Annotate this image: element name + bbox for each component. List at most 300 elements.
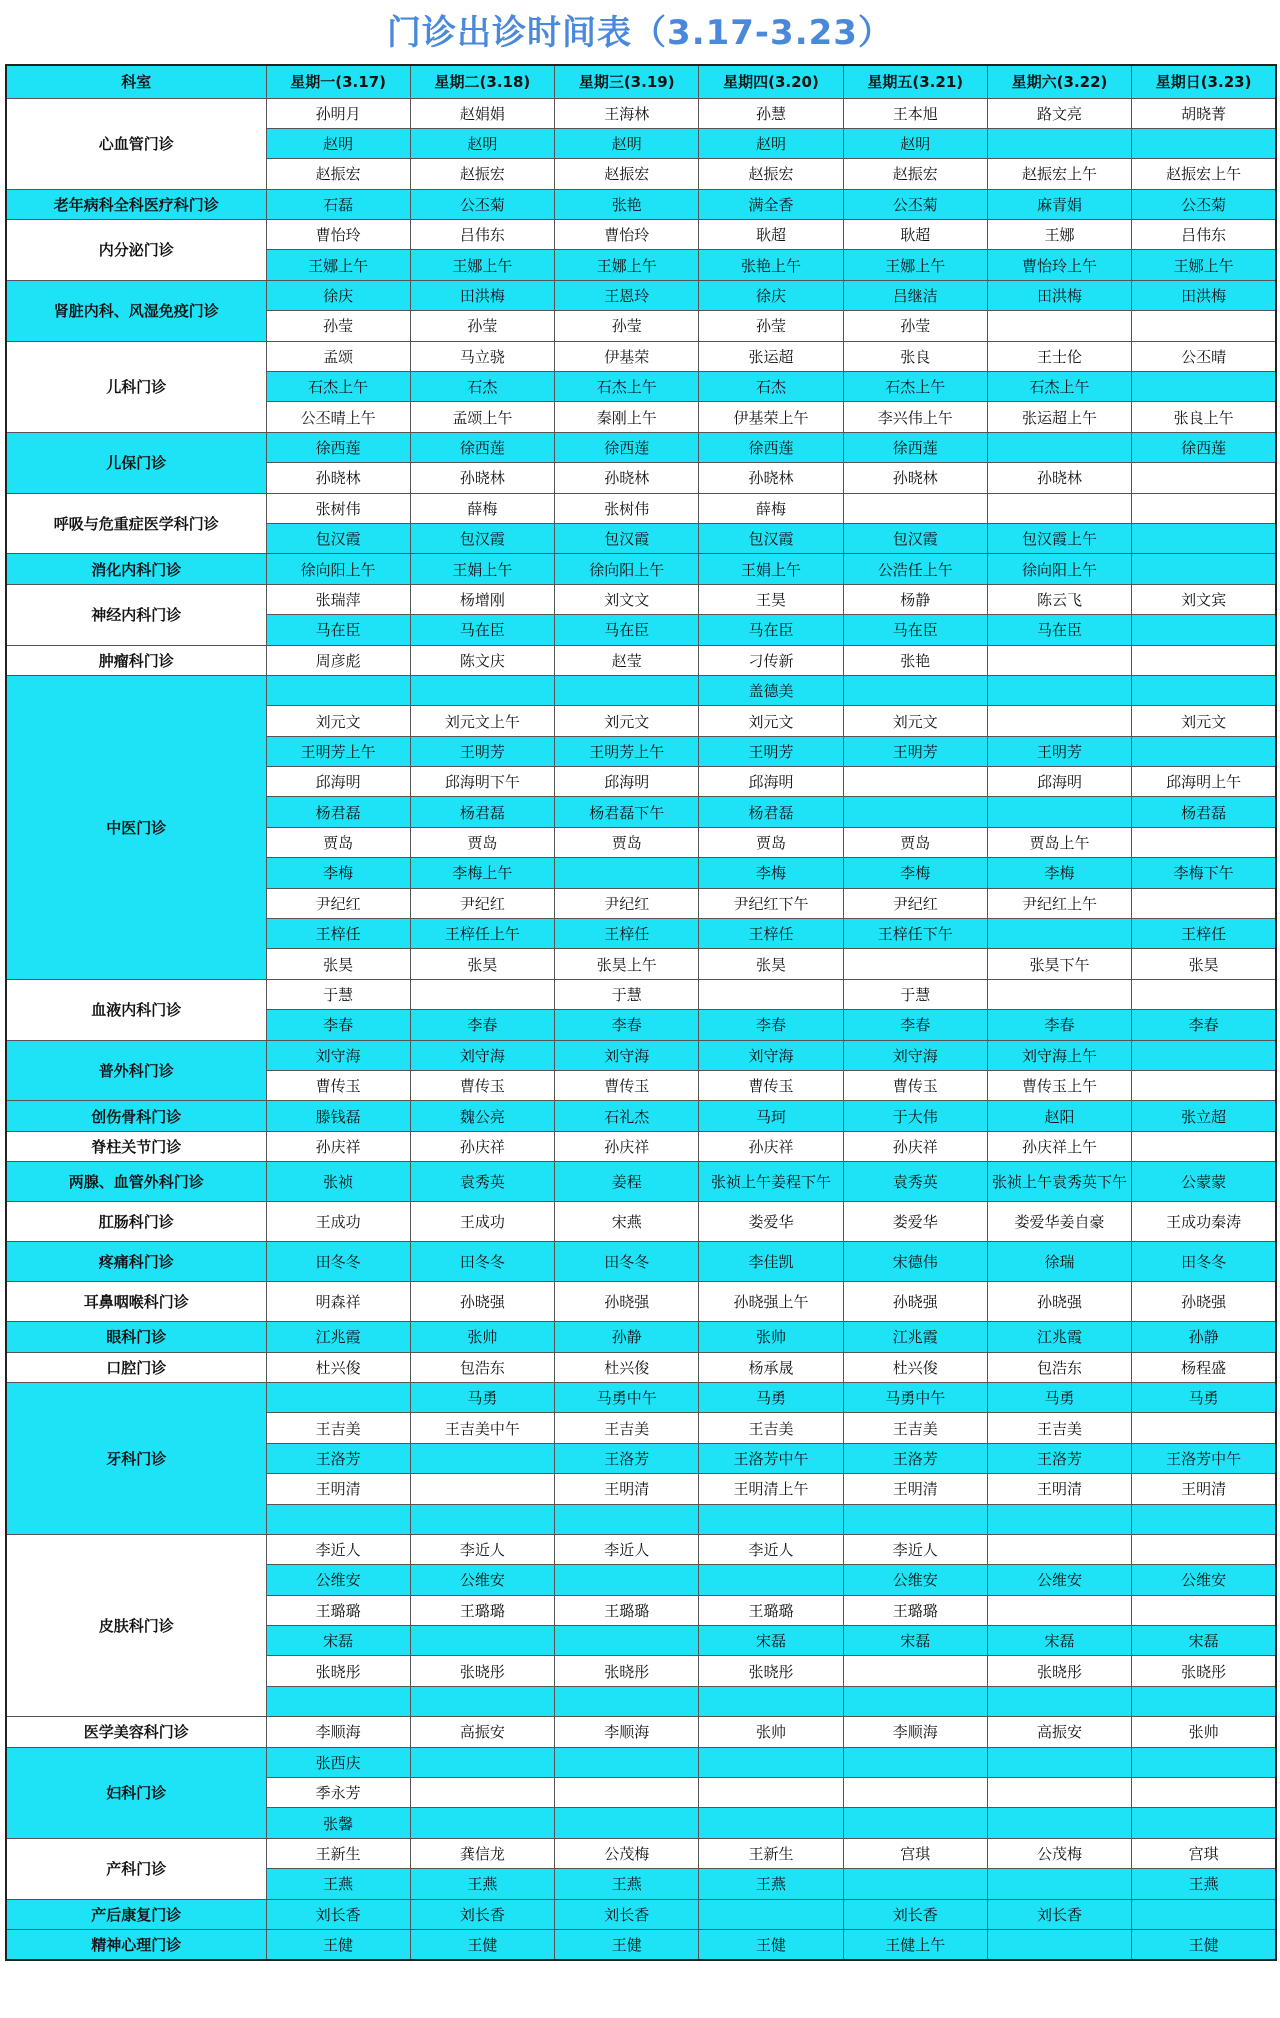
schedule-cell xyxy=(987,1929,1131,1959)
table-row xyxy=(6,554,1276,584)
schedule-cell xyxy=(410,1808,554,1838)
department-name: 肿瘤科门诊 xyxy=(6,645,266,675)
page-title: 门诊出诊时间表（3.17-3.23） xyxy=(387,13,893,53)
header-day: 星期二(3.18) xyxy=(410,65,554,98)
schedule-cell: 公茂梅 xyxy=(555,1838,699,1868)
schedule-cell: 孙莹 xyxy=(843,311,987,341)
schedule-cell: 王吉美 xyxy=(555,1413,699,1443)
department-name: 脊柱关节门诊 xyxy=(6,1131,266,1161)
schedule-cell xyxy=(843,1686,987,1716)
schedule-cell: 徐庆 xyxy=(699,280,843,310)
department-name: 皮肤科门诊 xyxy=(6,1534,266,1716)
schedule-cell xyxy=(1132,1595,1276,1625)
schedule-cell xyxy=(1132,1040,1276,1070)
schedule-cell: 杨君磊 xyxy=(410,797,554,827)
schedule-cell: 宋磊 xyxy=(987,1626,1131,1656)
schedule-cell: 孙晓强 xyxy=(843,1282,987,1322)
schedule-cell: 王娜上午 xyxy=(1132,250,1276,280)
schedule-cell: 田洪梅 xyxy=(987,280,1131,310)
schedule-cell: 满全香 xyxy=(699,189,843,219)
schedule-cell: 宋德伟 xyxy=(843,1242,987,1282)
schedule-cell: 袁秀英 xyxy=(410,1162,554,1202)
schedule-cell: 马在臣 xyxy=(410,615,554,645)
schedule-cell: 曹传玉 xyxy=(699,1071,843,1101)
schedule-cell: 王明芳 xyxy=(699,736,843,766)
schedule-cell: 李梅 xyxy=(266,858,410,888)
schedule-cell: 杨程盛 xyxy=(1132,1352,1276,1382)
schedule-cell: 马勇 xyxy=(699,1382,843,1412)
schedule-cell: 刘长香 xyxy=(843,1899,987,1929)
schedule-cell: 王璐璐 xyxy=(266,1595,410,1625)
schedule-cell: 田洪梅 xyxy=(1132,280,1276,310)
schedule-cell xyxy=(1132,1413,1276,1443)
schedule-cell xyxy=(699,1747,843,1777)
department-name: 创伤骨科门诊 xyxy=(6,1101,266,1131)
table-row xyxy=(6,1899,1276,1929)
schedule-cell: 田冬冬 xyxy=(555,1242,699,1282)
schedule-cell xyxy=(987,493,1131,523)
schedule-cell: 王成功秦涛 xyxy=(1132,1202,1276,1242)
schedule-cell: 杨承晟 xyxy=(699,1352,843,1382)
schedule-cell: 王洛芳中午 xyxy=(699,1443,843,1473)
schedule-cell: 宫琪 xyxy=(1132,1838,1276,1868)
header-day: 星期四(3.20) xyxy=(699,65,843,98)
schedule-cell: 王明芳 xyxy=(410,736,554,766)
header-department: 科室 xyxy=(6,65,266,98)
schedule-cell: 马勇 xyxy=(410,1382,554,1412)
schedule-cell: 贾岛 xyxy=(699,827,843,857)
table-row xyxy=(6,1131,1276,1161)
schedule-cell: 张祯上午袁秀英下午 xyxy=(987,1162,1131,1202)
schedule-cell: 孙明月 xyxy=(266,98,410,128)
department-name: 肛肠科门诊 xyxy=(6,1202,266,1242)
schedule-cell: 孙莹 xyxy=(410,311,554,341)
schedule-cell: 王明清上午 xyxy=(699,1474,843,1504)
schedule-cell: 王娜上午 xyxy=(843,250,987,280)
schedule-cell xyxy=(987,645,1131,675)
schedule-cell: 包汉霞 xyxy=(410,523,554,553)
schedule-cell: 王健上午 xyxy=(843,1929,987,1959)
schedule-cell: 张馨 xyxy=(266,1808,410,1838)
schedule-cell xyxy=(1132,463,1276,493)
schedule-cell: 李春 xyxy=(266,1010,410,1040)
schedule-cell xyxy=(699,979,843,1009)
schedule-cell: 江兆霞 xyxy=(987,1322,1131,1352)
schedule-cell: 张晓彤 xyxy=(1132,1656,1276,1686)
schedule-cell: 张帅 xyxy=(1132,1717,1276,1747)
schedule-cell xyxy=(555,1565,699,1595)
schedule-cell: 麻青娟 xyxy=(987,189,1131,219)
schedule-cell: 刘守海 xyxy=(843,1040,987,1070)
department-name: 产后康复门诊 xyxy=(6,1899,266,1929)
schedule-cell xyxy=(410,1474,554,1504)
schedule-cell xyxy=(410,1626,554,1656)
schedule-cell xyxy=(987,1778,1131,1808)
schedule-cell xyxy=(1132,888,1276,918)
schedule-cell: 刘文宾 xyxy=(1132,584,1276,614)
schedule-cell: 王燕 xyxy=(699,1869,843,1899)
schedule-cell: 曹传玉 xyxy=(410,1071,554,1101)
table-row xyxy=(6,1101,1276,1131)
schedule-cell: 张树伟 xyxy=(266,493,410,523)
schedule-cell: 邱海明下午 xyxy=(410,767,554,797)
schedule-cell: 王梓任 xyxy=(555,919,699,949)
schedule-cell: 路文亮 xyxy=(987,98,1131,128)
schedule-cell: 马勇中午 xyxy=(843,1382,987,1412)
schedule-cell: 宋磊 xyxy=(266,1626,410,1656)
schedule-cell: 张晓彤 xyxy=(555,1656,699,1686)
schedule-cell: 尹纪红 xyxy=(843,888,987,918)
schedule-cell: 伊基荣上午 xyxy=(699,402,843,432)
schedule-cell: 曹怡玲 xyxy=(266,220,410,250)
schedule-cell: 包浩东 xyxy=(987,1352,1131,1382)
schedule-cell: 田冬冬 xyxy=(266,1242,410,1282)
schedule-cell: 贾岛 xyxy=(555,827,699,857)
schedule-cell: 王梓任下午 xyxy=(843,919,987,949)
schedule-cell: 贾岛上午 xyxy=(987,827,1131,857)
schedule-cell: 杜兴俊 xyxy=(843,1352,987,1382)
table-row xyxy=(6,645,1276,675)
schedule-cell: 李春 xyxy=(1132,1010,1276,1040)
schedule-cell: 王恩玲 xyxy=(555,280,699,310)
schedule-cell: 公浩任上午 xyxy=(843,554,987,584)
department-name: 老年病科全科医疗科门诊 xyxy=(6,189,266,219)
schedule-cell: 李梅上午 xyxy=(410,858,554,888)
schedule-cell: 曹传玉上午 xyxy=(987,1071,1131,1101)
table-row xyxy=(6,220,1276,250)
schedule-cell: 宫琪 xyxy=(843,1838,987,1868)
schedule-cell xyxy=(1132,523,1276,553)
schedule-cell: 李春 xyxy=(987,1010,1131,1040)
schedule-cell: 娄爱华姜自豪 xyxy=(987,1202,1131,1242)
schedule-cell xyxy=(555,675,699,705)
schedule-cell: 张艳 xyxy=(555,189,699,219)
schedule-cell: 石磊 xyxy=(266,189,410,219)
schedule-cell xyxy=(843,797,987,827)
schedule-cell xyxy=(410,1443,554,1473)
schedule-cell: 刘守海上午 xyxy=(987,1040,1131,1070)
schedule-cell: 王健 xyxy=(410,1929,554,1959)
schedule-cell: 秦刚上午 xyxy=(555,402,699,432)
schedule-cell: 李近人 xyxy=(699,1534,843,1564)
schedule-cell xyxy=(1132,554,1276,584)
schedule-cell: 王成功 xyxy=(266,1202,410,1242)
schedule-cell: 张晓彤 xyxy=(410,1656,554,1686)
schedule-cell: 赵振宏 xyxy=(699,159,843,189)
schedule-cell: 王明芳 xyxy=(843,736,987,766)
schedule-cell: 袁秀英 xyxy=(843,1162,987,1202)
schedule-cell: 李梅 xyxy=(699,858,843,888)
schedule-cell: 公丕菊 xyxy=(843,189,987,219)
department-name: 疼痛科门诊 xyxy=(6,1242,266,1282)
schedule-cell: 徐西莲 xyxy=(699,432,843,462)
schedule-cell: 张良 xyxy=(843,341,987,371)
schedule-cell: 刘守海 xyxy=(555,1040,699,1070)
schedule-cell: 张瑞萍 xyxy=(266,584,410,614)
schedule-cell: 王健 xyxy=(1132,1929,1276,1959)
schedule-cell: 吕伟东 xyxy=(410,220,554,250)
schedule-cell: 孟颂上午 xyxy=(410,402,554,432)
schedule-cell: 尹纪红 xyxy=(266,888,410,918)
schedule-cell: 娄爱华 xyxy=(843,1202,987,1242)
schedule-cell: 李近人 xyxy=(843,1534,987,1564)
schedule-cell: 于慧 xyxy=(843,979,987,1009)
schedule-cell xyxy=(699,1565,843,1595)
schedule-cell: 刘守海 xyxy=(699,1040,843,1070)
table-row xyxy=(6,1382,1276,1412)
schedule-cell: 曹怡玲上午 xyxy=(987,250,1131,280)
department-name: 眼科门诊 xyxy=(6,1322,266,1352)
schedule-cell xyxy=(1132,615,1276,645)
schedule-cell: 张帅 xyxy=(410,1322,554,1352)
schedule-cell: 赵振宏上午 xyxy=(987,159,1131,189)
schedule-cell xyxy=(1132,1899,1276,1929)
schedule-cell: 王梓任 xyxy=(266,919,410,949)
schedule-cell: 曹传玉 xyxy=(555,1071,699,1101)
schedule-cell xyxy=(843,1869,987,1899)
schedule-cell: 孙晓强 xyxy=(1132,1282,1276,1322)
schedule-cell: 马珂 xyxy=(699,1101,843,1131)
schedule-cell: 张晓彤 xyxy=(987,1656,1131,1686)
schedule-cell: 包汉霞上午 xyxy=(987,523,1131,553)
schedule-cell: 杨君磊 xyxy=(266,797,410,827)
schedule-cell: 季永芳 xyxy=(266,1778,410,1808)
schedule-cell: 李近人 xyxy=(555,1534,699,1564)
schedule-cell xyxy=(987,1504,1131,1534)
department-name: 口腔门诊 xyxy=(6,1352,266,1382)
schedule-cell: 陈文庆 xyxy=(410,645,554,675)
schedule-cell: 包汉霞 xyxy=(266,523,410,553)
schedule-cell: 娄爱华 xyxy=(699,1202,843,1242)
schedule-cell: 刘守海 xyxy=(410,1040,554,1070)
schedule-cell: 李梅 xyxy=(987,858,1131,888)
schedule-cell: 赵阳 xyxy=(987,1101,1131,1131)
schedule-cell: 公维安 xyxy=(1132,1565,1276,1595)
table-row xyxy=(6,1534,1276,1564)
schedule-cell: 王洛芳 xyxy=(555,1443,699,1473)
schedule-cell xyxy=(410,979,554,1009)
department-name: 精神心理门诊 xyxy=(6,1929,266,1959)
schedule-cell: 魏公亮 xyxy=(410,1101,554,1131)
schedule-cell xyxy=(555,1808,699,1838)
schedule-cell: 孙晓林 xyxy=(266,463,410,493)
header-row xyxy=(6,65,1276,98)
schedule-cell: 张昊 xyxy=(266,949,410,979)
schedule-cell: 于慧 xyxy=(555,979,699,1009)
schedule-cell: 徐向阳上午 xyxy=(266,554,410,584)
schedule-cell: 刘长香 xyxy=(266,1899,410,1929)
schedule-cell xyxy=(410,675,554,705)
schedule-cell: 盖德美 xyxy=(699,675,843,705)
schedule-cell: 于慧 xyxy=(266,979,410,1009)
department-name: 内分泌门诊 xyxy=(6,220,266,281)
schedule-cell: 孙晓强 xyxy=(987,1282,1131,1322)
schedule-cell: 吕继洁 xyxy=(843,280,987,310)
schedule-cell xyxy=(266,675,410,705)
schedule-cell xyxy=(699,1808,843,1838)
table-row xyxy=(6,1282,1276,1322)
schedule-cell xyxy=(1132,372,1276,402)
schedule-cell: 贾岛 xyxy=(266,827,410,857)
table-row xyxy=(6,1717,1276,1747)
header-day: 星期日(3.23) xyxy=(1132,65,1276,98)
table-row xyxy=(6,1202,1276,1242)
schedule-cell: 马立骁 xyxy=(410,341,554,371)
schedule-cell: 包汉霞 xyxy=(555,523,699,553)
table-row xyxy=(6,1242,1276,1282)
schedule-cell xyxy=(843,1656,987,1686)
schedule-cell xyxy=(1132,1504,1276,1534)
schedule-cell: 邱海明 xyxy=(987,767,1131,797)
schedule-cell: 赵明 xyxy=(266,128,410,158)
schedule-cell: 王娜上午 xyxy=(266,250,410,280)
schedule-cell: 王娟上午 xyxy=(410,554,554,584)
schedule-cell: 公蒙蒙 xyxy=(1132,1162,1276,1202)
schedule-cell xyxy=(1132,1071,1276,1101)
department-name: 心血管门诊 xyxy=(6,98,266,189)
schedule-cell: 王明芳 xyxy=(987,736,1131,766)
schedule-cell: 陈云飞 xyxy=(987,584,1131,614)
schedule-cell: 姜程 xyxy=(555,1162,699,1202)
schedule-cell: 马在臣 xyxy=(843,615,987,645)
schedule-cell xyxy=(987,1686,1131,1716)
schedule-cell: 孙庆祥 xyxy=(699,1131,843,1161)
schedule-cell: 王洛芳 xyxy=(266,1443,410,1473)
schedule-cell: 孟颂 xyxy=(266,341,410,371)
schedule-cell: 石杰 xyxy=(699,372,843,402)
schedule-cell: 江兆霞 xyxy=(843,1322,987,1352)
schedule-cell: 孙庆祥 xyxy=(266,1131,410,1161)
schedule-cell xyxy=(987,919,1131,949)
schedule-cell xyxy=(555,1504,699,1534)
schedule-cell: 耿超 xyxy=(843,220,987,250)
header-day: 星期五(3.21) xyxy=(843,65,987,98)
department-name: 妇科门诊 xyxy=(6,1747,266,1838)
schedule-cell: 王明清 xyxy=(555,1474,699,1504)
schedule-cell xyxy=(1132,1131,1276,1161)
schedule-cell: 刘元文上午 xyxy=(410,706,554,736)
schedule-cell: 王新生 xyxy=(699,1838,843,1868)
schedule-cell xyxy=(987,1747,1131,1777)
schedule-cell xyxy=(1132,311,1276,341)
department-name: 耳鼻咽喉科门诊 xyxy=(6,1282,266,1322)
schedule-cell: 公丕菊 xyxy=(410,189,554,219)
schedule-cell xyxy=(987,1534,1131,1564)
schedule-cell xyxy=(843,949,987,979)
schedule-cell: 徐西莲 xyxy=(555,432,699,462)
schedule-cell xyxy=(1132,827,1276,857)
schedule-cell xyxy=(843,767,987,797)
schedule-cell xyxy=(555,1778,699,1808)
schedule-cell: 王健 xyxy=(555,1929,699,1959)
schedule-cell: 孙莹 xyxy=(699,311,843,341)
schedule-cell: 王本旭 xyxy=(843,98,987,128)
schedule-cell xyxy=(1132,1747,1276,1777)
table-row xyxy=(6,1040,1276,1070)
schedule-cell: 龚信龙 xyxy=(410,1838,554,1868)
schedule-cell: 刘元文 xyxy=(555,706,699,736)
schedule-cell: 江兆霞 xyxy=(266,1322,410,1352)
schedule-cell: 张昊 xyxy=(410,949,554,979)
table-row xyxy=(6,1747,1276,1777)
schedule-cell: 杨君磊下午 xyxy=(555,797,699,827)
schedule-cell: 邱海明 xyxy=(266,767,410,797)
schedule-cell xyxy=(699,1686,843,1716)
schedule-cell: 赵振宏 xyxy=(266,159,410,189)
schedule-cell xyxy=(987,797,1131,827)
schedule-cell: 徐西莲 xyxy=(843,432,987,462)
schedule-cell: 孙晓强上午 xyxy=(699,1282,843,1322)
schedule-cell: 杜兴俊 xyxy=(266,1352,410,1382)
schedule-cell: 王吉美 xyxy=(987,1413,1131,1443)
schedule-cell: 王梓任 xyxy=(1132,919,1276,949)
schedule-cell: 张祯上午姜程下午 xyxy=(699,1162,843,1202)
schedule-cell: 公维安 xyxy=(266,1565,410,1595)
schedule-cell: 刘元文 xyxy=(699,706,843,736)
schedule-cell: 徐西莲 xyxy=(1132,432,1276,462)
schedule-cell: 张昊下午 xyxy=(987,949,1131,979)
schedule-cell: 李顺海 xyxy=(843,1717,987,1747)
schedule-cell: 孙晓强 xyxy=(555,1282,699,1322)
schedule-cell xyxy=(266,1504,410,1534)
schedule-cell: 李春 xyxy=(699,1010,843,1040)
schedule-cell: 薛梅 xyxy=(410,493,554,523)
schedule-cell xyxy=(987,979,1131,1009)
schedule-cell: 杨增刚 xyxy=(410,584,554,614)
schedule-cell xyxy=(987,128,1131,158)
schedule-cell: 张晓彤 xyxy=(266,1656,410,1686)
schedule-cell: 张运超上午 xyxy=(987,402,1131,432)
schedule-cell: 李春 xyxy=(410,1010,554,1040)
schedule-cell: 李佳凯 xyxy=(699,1242,843,1282)
schedule-cell: 田冬冬 xyxy=(410,1242,554,1282)
schedule-cell: 王梓任上午 xyxy=(410,919,554,949)
schedule-cell xyxy=(1132,1534,1276,1564)
schedule-cell: 马在臣 xyxy=(987,615,1131,645)
schedule-cell: 杨君磊 xyxy=(1132,797,1276,827)
schedule-cell: 赵明 xyxy=(699,128,843,158)
schedule-cell: 邱海明 xyxy=(699,767,843,797)
schedule-cell: 张树伟 xyxy=(555,493,699,523)
schedule-cell xyxy=(410,1778,554,1808)
department-name: 呼吸与危重症医学科门诊 xyxy=(6,493,266,554)
schedule-cell: 邱海明上午 xyxy=(1132,767,1276,797)
schedule-cell: 曹怡玲 xyxy=(555,220,699,250)
schedule-cell xyxy=(987,675,1131,705)
table-row xyxy=(6,1322,1276,1352)
header-day: 星期六(3.22) xyxy=(987,65,1131,98)
schedule-cell: 王海林 xyxy=(555,98,699,128)
schedule-cell: 刘元文 xyxy=(843,706,987,736)
schedule-cell: 王洛芳中午 xyxy=(1132,1443,1276,1473)
schedule-cell: 李近人 xyxy=(410,1534,554,1564)
schedule-cell: 李春 xyxy=(843,1010,987,1040)
schedule-cell xyxy=(987,432,1131,462)
schedule-cell: 徐西莲 xyxy=(266,432,410,462)
schedule-cell: 马在臣 xyxy=(699,615,843,645)
schedule-cell: 邱海明 xyxy=(555,767,699,797)
department-name: 消化内科门诊 xyxy=(6,554,266,584)
schedule-cell xyxy=(410,1686,554,1716)
schedule-cell: 王娜上午 xyxy=(555,250,699,280)
schedule-cell: 孙庆祥 xyxy=(410,1131,554,1161)
schedule-cell: 张艳上午 xyxy=(699,250,843,280)
table-row xyxy=(6,1352,1276,1382)
schedule-cell: 滕钱磊 xyxy=(266,1101,410,1131)
schedule-body xyxy=(6,98,1276,1960)
schedule-cell: 尹纪红 xyxy=(555,888,699,918)
schedule-cell: 田洪梅 xyxy=(410,280,554,310)
